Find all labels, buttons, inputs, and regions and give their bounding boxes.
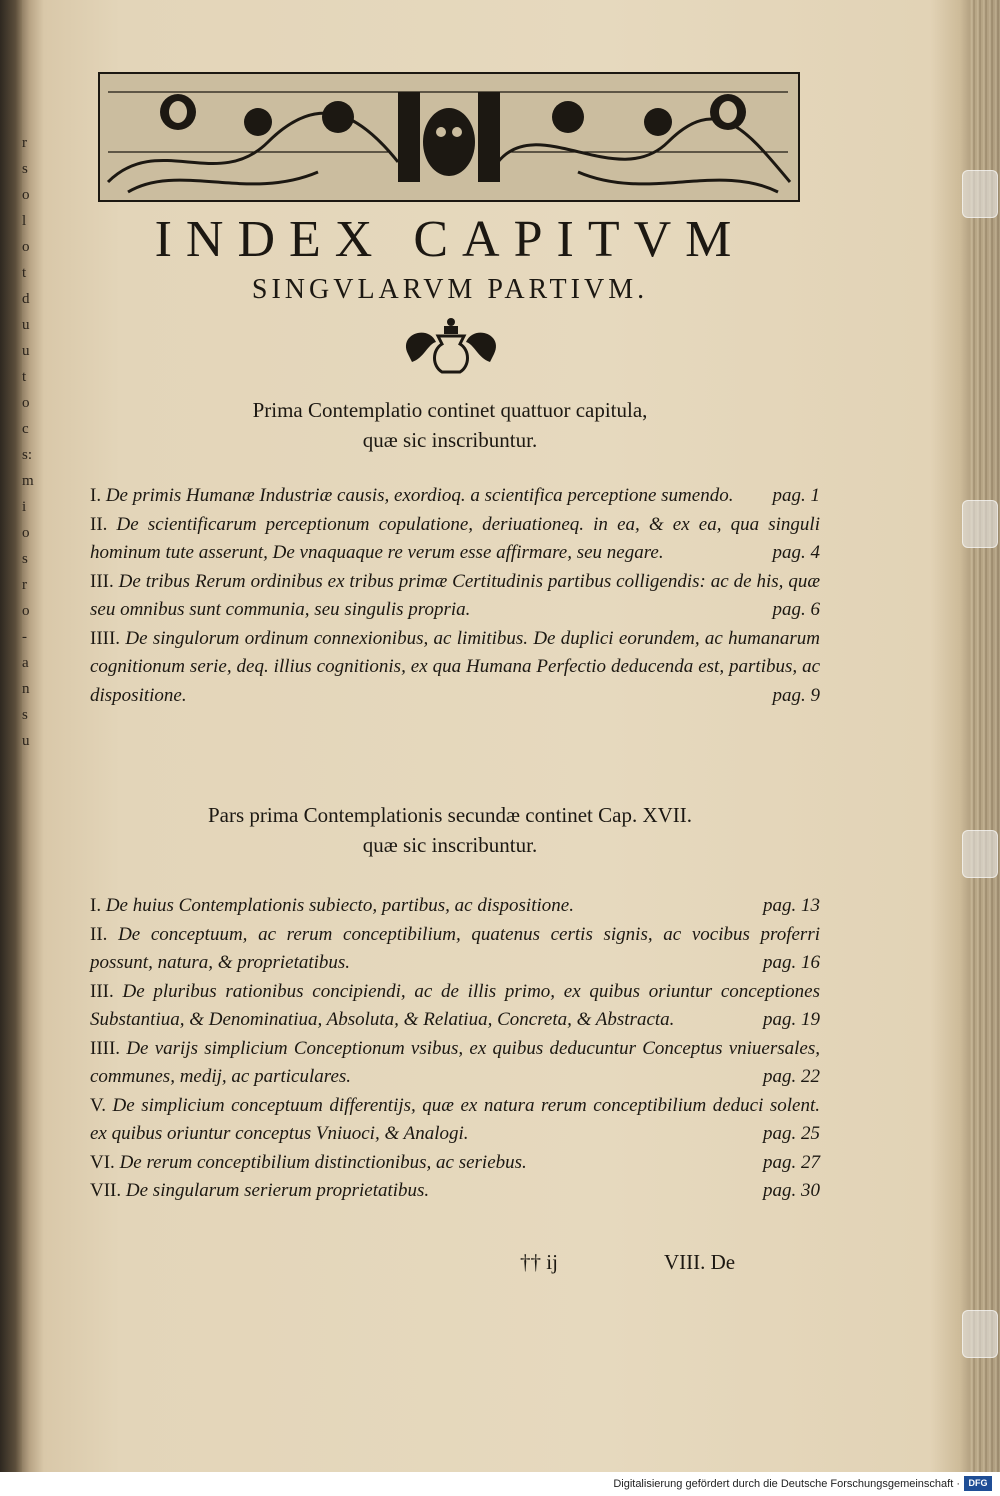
margin-fragment: o <box>22 187 30 203</box>
margin-fragment: l <box>22 213 27 229</box>
contents-entry <box>90 511 820 568</box>
chapter-title: De pluribus rationibus concipiendi, ac de illis primo, ex quibus oriuntur conceptiones Substantiua, & Denominatiua, Absoluta, & Relatiua, Concreta, & Abstracta. <box>90 980 821 1030</box>
margin-fragment: r <box>22 577 27 593</box>
margin-fragment: o <box>22 395 30 411</box>
page-reference: pag. 25 <box>763 1123 820 1144</box>
chapter-number: II. <box>90 513 108 535</box>
contents-entry <box>90 1092 820 1149</box>
contents-entry <box>90 892 820 921</box>
margin-fragment: a <box>22 655 29 671</box>
chapter-number: III. <box>90 980 114 1002</box>
margin-fragment: s <box>22 707 28 723</box>
chapter-title: De singulorum ordinum connexionibus, ac limitibus. De duplici eorundem, ac humanarum cognitionum serie, deq. illius cognitionis, ex qua Humana Perfectio deducenda est, partibus, ac dispositione. <box>90 627 820 706</box>
chapter-title: De rerum conceptibilium distinctionibus, ac seriebus. <box>119 1151 527 1173</box>
chapter-number: III. <box>90 570 114 592</box>
chapter-number: IIII. <box>90 627 121 649</box>
bookmark-tab <box>962 1310 998 1358</box>
previous-page-margin <box>22 130 48 1000</box>
margin-fragment: s <box>22 161 28 177</box>
margin-fragment: c <box>22 421 29 437</box>
section-heading: Pars prima Contemplationis secundæ continet Cap. XVII. <box>207 803 693 827</box>
chapter-title: De conceptuum, ac rerum conceptibilium, quatenus certis signis, ac vocibus proferri possunt, natura, & proprietatibus. <box>90 923 820 973</box>
page-reference: pag. 27 <box>763 1151 820 1173</box>
page-reference: pag. 19 <box>763 1009 820 1030</box>
page-reference: pag. 9 <box>772 684 820 706</box>
contents-entry <box>90 921 820 978</box>
dfg-logo: DFG <box>964 1476 992 1491</box>
margin-fragment: u <box>22 733 30 749</box>
index-subtitle: SINGVLARVM PARTIVM. <box>251 274 649 305</box>
index-title: INDEX CAPITVM <box>154 211 746 268</box>
chapter-number: IIII. <box>90 1037 121 1059</box>
margin-fragment: i <box>22 499 27 515</box>
digitization-footer <box>0 1472 1000 1496</box>
chapter-number: I. <box>90 485 102 506</box>
contents-entry <box>90 625 820 711</box>
chapter-number: V. <box>90 1094 107 1116</box>
margin-fragment: o <box>22 239 30 255</box>
margin-fragment: t <box>22 265 27 281</box>
margin-fragment: u <box>22 317 30 333</box>
funding-credit: Digitalisierung gefördert durch die Deutsche Forschungsgemeinschaft · <box>613 1478 960 1490</box>
contents-list-2 <box>90 892 820 1206</box>
contents-list-1 <box>90 482 820 710</box>
margin-fragment: n <box>22 681 30 697</box>
margin-fragment: t <box>22 369 27 385</box>
page-reference: pag. 22 <box>763 1066 820 1087</box>
bookmark-tab <box>962 830 998 878</box>
chapter-title: De primis Humanæ Industriæ causis, exordioq. a scientifica perceptione sumendo. <box>105 485 734 506</box>
margin-fragment: d <box>22 291 30 307</box>
page-stack-edge <box>970 0 1000 1472</box>
chapter-number: I. <box>90 895 102 916</box>
chapter-title: De tribus Rerum ordinibus ex tribus primæ Certitudinis partibus colligendis: ac de his, quæ seu omnibus sunt communia, seu singulis propria. <box>90 570 820 620</box>
page-reference: pag. 1 <box>772 485 820 506</box>
section-heading: Prima Contemplatio continet quattuor capitula, <box>252 398 648 422</box>
page-reference: pag. 6 <box>772 599 820 620</box>
contents-entry <box>90 978 820 1035</box>
page-reference: pag. 13 <box>763 895 820 916</box>
binding-edge <box>0 0 22 1472</box>
page-reference: pag. 16 <box>763 952 820 973</box>
margin-fragment: m <box>22 473 34 489</box>
book-page <box>80 60 820 1300</box>
page-reference: pag. 4 <box>772 542 820 563</box>
chapter-number: VII. <box>90 1180 122 1201</box>
chapter-number: VI. <box>90 1151 115 1173</box>
section-heading-line2: quæ sic inscribuntur. <box>362 428 538 452</box>
margin-fragment: r <box>22 135 27 151</box>
bookmark-tab <box>962 500 998 548</box>
margin-fragment: o <box>22 603 30 619</box>
contents-entry <box>90 1149 820 1178</box>
bookmark-tab <box>962 170 998 218</box>
contents-entry <box>90 482 820 511</box>
contents-entry <box>90 1177 820 1206</box>
margin-fragment: o <box>22 525 30 541</box>
contents-entry <box>90 1035 820 1092</box>
woodcut-headpiece <box>98 72 800 202</box>
margin-fragment: s <box>22 551 28 567</box>
chapter-number: II. <box>90 923 108 945</box>
margin-fragment: - <box>22 629 27 645</box>
chapter-title: De scientificarum perceptionum copulatione, deriuationeq. in ea, & ex ea, qua singuli hominum tute asserunt, De vnaquaque re verum esse affirmare, seu negare. <box>90 513 820 563</box>
catchword: VIII. De <box>664 1250 736 1274</box>
section-heading-line2: quæ sic inscribuntur. <box>362 833 538 857</box>
page-reference: pag. 30 <box>763 1180 820 1201</box>
chapter-title: De huius Contemplationis subiecto, partibus, ac dispositione. <box>105 895 574 916</box>
contents-entry <box>90 568 820 625</box>
margin-fragment: u <box>22 343 30 359</box>
vase-ornament <box>398 314 504 378</box>
chapter-title: De singularum serierum proprietatibus. <box>125 1180 430 1201</box>
chapter-title: De varijs simplicium Conceptionum vsibus, ex quibus deducuntur Conceptus vniuersales, communes, medij, ac particulares. <box>90 1037 820 1087</box>
signature-mark: †† ij <box>520 1250 558 1274</box>
chapter-title: De simplicium conceptuum differentijs, quæ ex natura rerum conceptibilium deduci solent. ex quibus oriuntur conceptus Vniuoci, & Analogi. <box>90 1094 821 1144</box>
margin-fragment: s: <box>22 447 33 463</box>
